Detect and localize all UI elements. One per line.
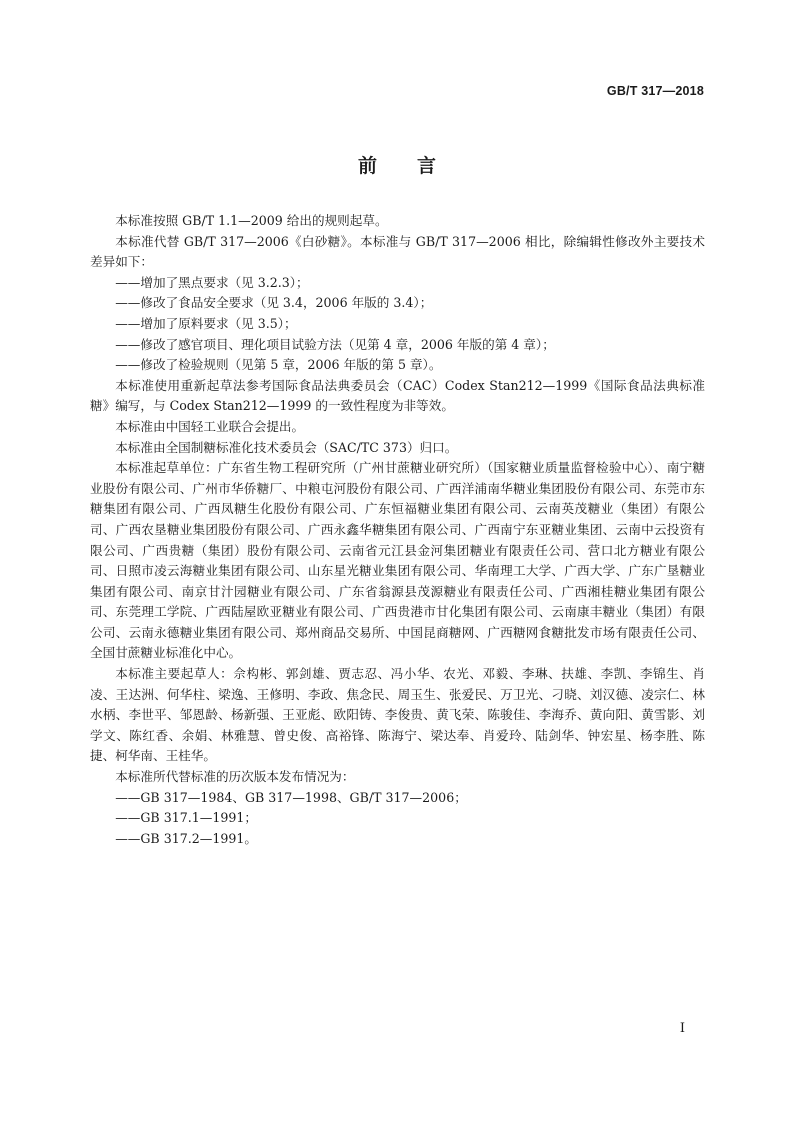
paragraph-drafting-rules: 本标准按照 GB/T 1.1—2009 给出的规则起草。	[115, 213, 388, 228]
change-item: ——增加了黑点要求（见 3.2.3）；	[115, 274, 309, 290]
page-title	[0, 151, 794, 178]
page-number: I	[679, 1021, 685, 1036]
change-item: ——增加了原料要求（见 3.5）；	[115, 315, 297, 331]
change-item: ——修改了食品安全要求（见 3.4，2006 年版的 3.4）；	[115, 295, 433, 311]
history-item: ——GB 317.1—1991；	[115, 810, 257, 826]
paragraph-drafting-units: 本标准起草单位：广东省生物工程研究所（广州甘蔗糖业研究所）（国家糖业质量监督检验中心）、南宁糖业股份有限公司、广州市华侨糖厂、中粮屯河股份有限公司、广西洋浦南华糖业集团股份有限公司、东莞市东糖集团有限公司、广西凤糖生化股份有限公司、广东恒福糖业集团有限公司、云南英茂糖业（集团）有限公司、广西农垦糖业集团股份有限公司、广西永鑫华糖集团有限公司、广西南宁东亚糖业集团、云南中云投资有限公司、广西贵糖（集团）股份有限公司、云南省元江县金河集团糖业有限责任公司、营口北方糖业有限公司、日照市凌云海糖业集团有限公司、山东星光糖业集团有限公司、华南理工大学、广西大学、广东广垦糖业集团有限公司、南京甘汁园糖业有限公司、广东省翁源县茂源糖业有限责任公司、广西湘桂糖业集团有限公司、东莞理工学院、广西陆屋欧亚糖业有限公司、广西贵港市甘化集团有限公司、云南康丰糖业（集团）有限公司、云南永德糖业集团有限公司、郑州商品交易所、中国昆商糖网、广西糖网食糖批发市场有限责任公司、全国甘蔗糖业标准化中心。	[90, 460, 705, 661]
paragraph-managed-by: 本标准由全国制糖标准化技术委员会（SAC/TC 373）归口。	[115, 439, 458, 455]
paragraph-codex-reference: 本标准使用重新起草法参考国际食品法典委员会（CAC）Codex Stan212—1999《国际食品法典标准糖》编写，与 Codex Stan212—1999 的一致性程度为非等效。	[90, 377, 705, 414]
paragraph-proposed-by: 本标准由中国轻工业联合会提出。	[115, 418, 305, 434]
history-item: ——GB 317.2—1991。	[115, 830, 257, 846]
paragraph-history-intro: 本标准所代替标准的历次版本发布情况为：	[115, 769, 355, 785]
foreword-body	[90, 211, 705, 849]
change-item: ——修改了检验规则（见第 5 章，2006 年版的第 5 章）。	[115, 357, 442, 373]
paragraph-replacement: 本标准代替 GB/T 317—2006《白砂糖》。本标准与 GB/T 317—2006 相比，除编辑性修改外主要技术差异如下：	[90, 233, 705, 270]
history-item: ——GB 317—1984、GB 317—1998、GB/T 317—2006；	[115, 789, 467, 805]
title-char-left: 前	[357, 155, 377, 177]
title-char-right: 言	[417, 155, 437, 177]
standard-code: GB/T 317—2018	[606, 84, 704, 98]
change-item: ——修改了感官项目、理化项目试验方法（见第 4 章，2006 年版的第 4 章）；	[115, 336, 555, 352]
paragraph-drafters: 本标准主要起草人：佘构彬、郭剑雄、贾志忍、冯小华、农光、邓毅、李琳、扶雄、李凯、李锦生、肖凌、王达洲、何华柱、梁逸、王修明、李政、焦念民、周玉生、张爱民、万卫光、刁晓、刘汉德、凌宗仁、林水柄、李世平、邹恩龄、杨新强、王亚彪、欧阳铸、李俊贵、黄飞荣、陈骏佳、李海乔、黄向阳、黄雪影、刘学文、陈红香、余娟、林雅慧、曾史俊、高裕锋、陈海宁、梁达奉、肖爱玲、陆剑华、钟宏星、杨李胜、陈捷、柯华南、王桂华。	[90, 666, 705, 764]
